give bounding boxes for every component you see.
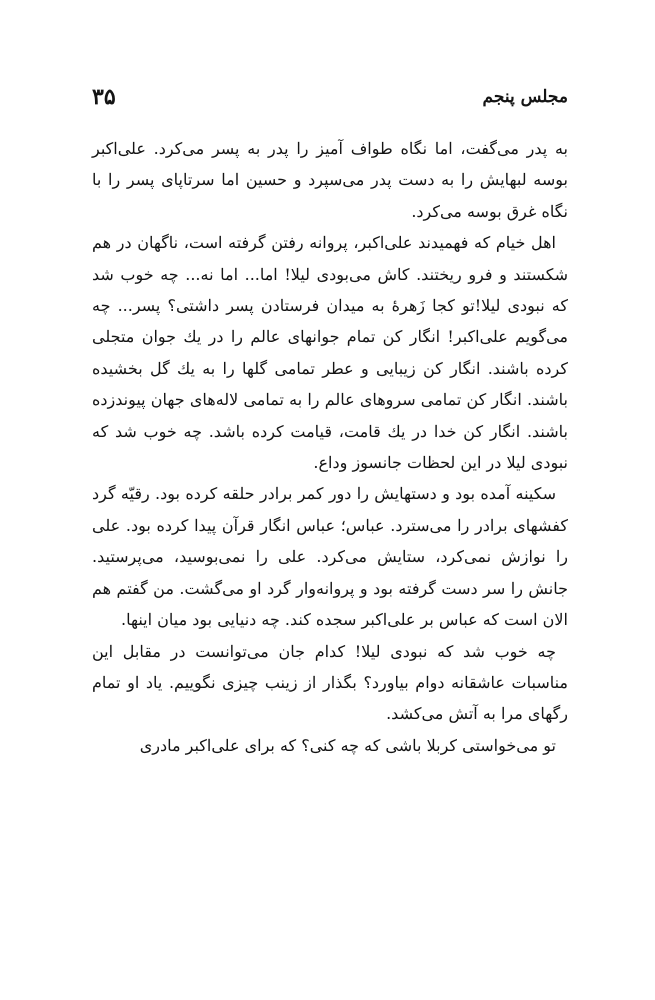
paragraph: اهل خیام که فهمیدند علی‌اکبر، پروانه رفتن گرفته است، ناگهان در هم شکستند و فرو ریختند. کاش می‌بودی لیلا! اما... اما نه... چه خوب شد که نبودی لیلا!تو کجا زَهرهٔ به میدان فرستادن پسر داشتی؟ پسر... چه می‌گویم علی‌اکبر! انگار کن تمام جوانهای عالم را در یك جوان متجلی کرده باشند. انگار کن زیبایی و عطر تمامی گلها را به یك گل بخشیده باشند. انگار کن تمامی سروهای عالم را به تمامی لاله‌های جهان پیوندزده باشند. انگار کن خدا در یك قامت، قیامت کرده باشد. چه خوب شد که نبودی لیلا در این لحظات جانسوز وداع.: [92, 233, 568, 473]
chapter-title: مجلس پنجم: [482, 87, 568, 107]
paragraph: سکینه آمده بود و دستهایش را دور کمر برادر حلقه کرده بود. رقیّه گرد کفشهای برادر را می‌سترد. عباس؛ عباس انگار قرآن پیدا کرده بود. علی را نوازش نمی‌کرد، ستایش می‌کرد. علی را نمی‌بوسید، می‌پرستید. جانش را سر دست گرفته بود و پروانه‌وار گرد او می‌گشت. من گفتم هم الان است که عباس بر علی‌اکبر سجده کند. چه دنیایی بود میان اینها.: [92, 484, 568, 630]
page-body: [92, 133, 568, 761]
paragraph: چه خوب شد که نبودی لیلا! کدام جان می‌توانست در مقابل این مناسبات عاشقانه دوام بیاورد؟ بگذار از زینب چیزی نگوییم. یاد او تمام رگهای مرا به آتش می‌کشد.: [92, 641, 568, 724]
paragraph: تو می‌خواستی کربلا باشی که چه کنی؟ که برای علی‌اکبر مادری: [139, 735, 556, 755]
paragraph: به پدر می‌گفت، اما نگاه طواف آمیز را پدر به پسر می‌کرد. علی‌اکبر بوسه لبهایش را به دست پدر می‌سپرد و حسین اما سرتاپای پسر را با نگاه غرق بوسه می‌کرد.: [92, 139, 568, 221]
page-number: ۳۵: [92, 84, 116, 110]
page-header: [92, 80, 568, 114]
